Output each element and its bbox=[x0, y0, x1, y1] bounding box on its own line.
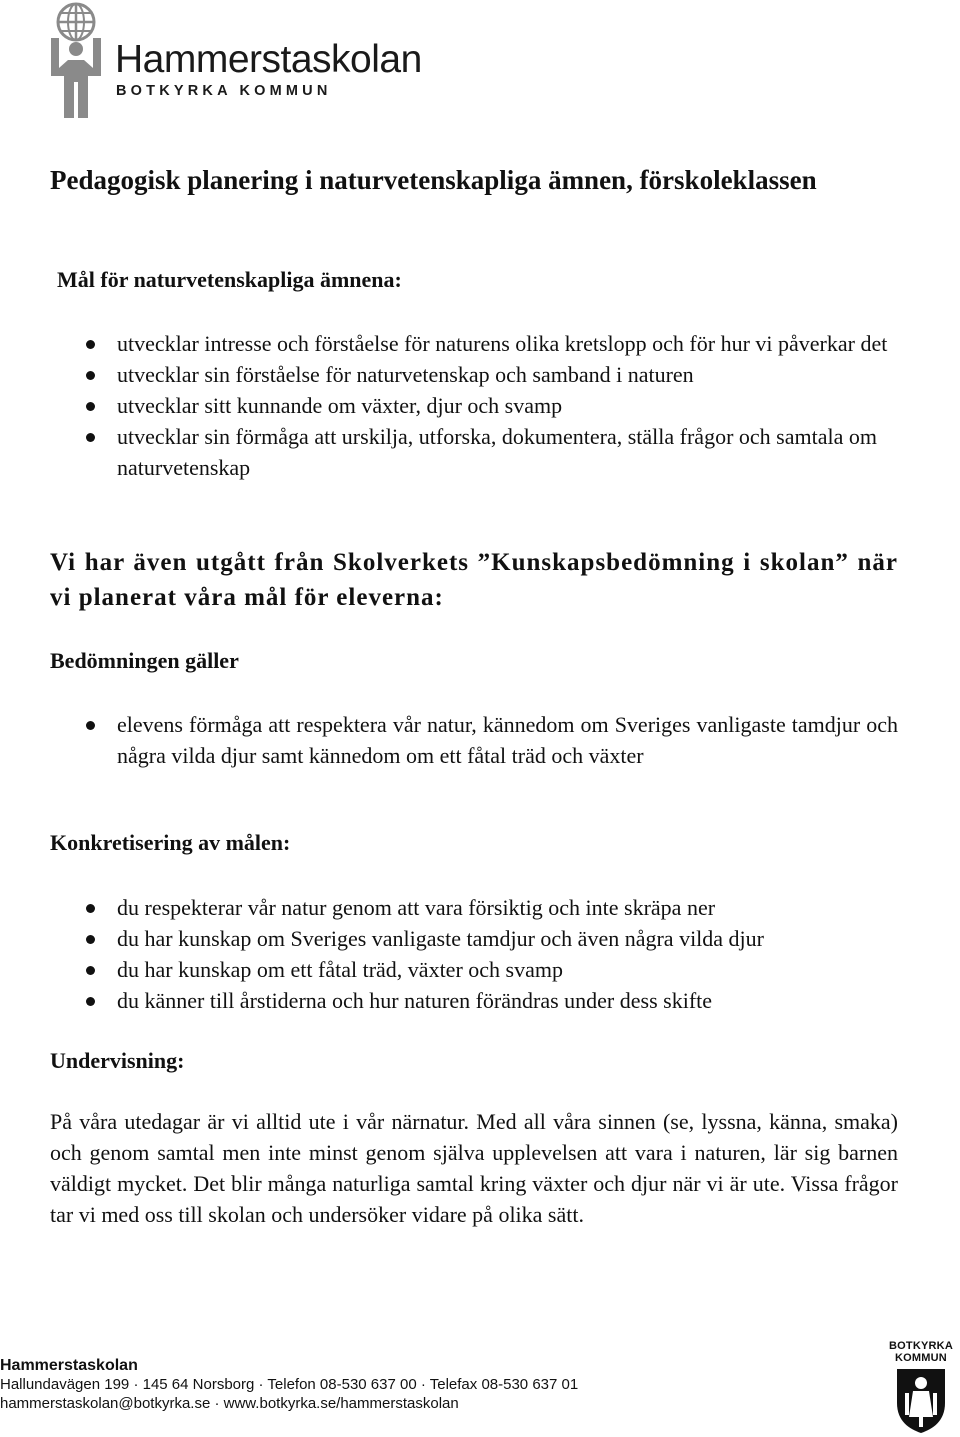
concretization-heading: Konkretisering av målen: bbox=[50, 830, 291, 855]
concretization-list bbox=[50, 892, 898, 1016]
list-item: du känner till årstiderna och hur naturen förändras under dess skifte bbox=[50, 985, 898, 1016]
assessment-heading: Bedömningen gäller bbox=[50, 648, 239, 673]
bullet-icon bbox=[86, 340, 95, 349]
list-item: du har kunskap om Sveriges vanligaste tamdjur och även några vilda djur bbox=[50, 923, 898, 954]
list-item: utvecklar sitt kunnande om växter, djur och svamp bbox=[50, 390, 898, 421]
bullet-icon bbox=[86, 966, 95, 975]
teaching-heading: Undervisning: bbox=[50, 1048, 185, 1073]
footer-school-name: Hammerstaskolan bbox=[0, 1357, 138, 1374]
skolverket-statement: Vi har även utgått från Skolverkets ”Kunskapsbedömning i skolan” när vi planerat våra mål för eleverna: bbox=[50, 549, 898, 611]
list-item: utvecklar sin förmåga att urskilja, utforska, dokumentera, ställa frågor och samtala om naturvetenskap bbox=[50, 421, 898, 483]
school-logo bbox=[48, 2, 468, 120]
list-item: du respekterar vår natur genom att vara försiktig och inte skräpa ner bbox=[50, 892, 898, 923]
bullet-icon bbox=[86, 371, 95, 380]
document-title: Pedagogisk planering i naturvetenskapliga ämnen, förskoleklassen bbox=[50, 165, 817, 195]
bullet-icon bbox=[86, 997, 95, 1006]
footer-contact: hammerstaskolan@botkyrka.se · www.botkyrka.se/hammerstaskolan bbox=[0, 1395, 459, 1412]
bullet-icon bbox=[86, 935, 95, 944]
assessment-list bbox=[50, 709, 898, 771]
bullet-icon bbox=[86, 721, 95, 730]
coat-of-arms-icon bbox=[883, 1367, 959, 1435]
logo-school-name: Hammerstaskolan bbox=[115, 38, 422, 81]
list-item: utvecklar intresse och förståelse för naturens olika kretslopp och för hur vi påverkar det bbox=[50, 328, 898, 359]
school-emblem-icon bbox=[48, 2, 104, 118]
footer bbox=[0, 1356, 860, 1413]
goals-heading: Mål för naturvetenskapliga ämnena: bbox=[57, 267, 402, 292]
logo-municipality: BOTKYRKA KOMMUN bbox=[116, 83, 332, 99]
bullet-icon bbox=[86, 433, 95, 442]
bullet-icon bbox=[86, 904, 95, 913]
teaching-paragraph: På våra utedagar är vi alltid ute i vår närnatur. Med all våra sinnen (se, lyssna, känna, smaka) och genom samtal men inte minst genom själva upplevelsen att vara i naturen, lär sig barnen väldigt mycket. Det blir många naturliga samtal kring växter och djur när vi är ute. Vissa frågor tar vi med oss till skolan och undersöker vidare på olika sätt. bbox=[50, 1109, 898, 1227]
goals-list bbox=[50, 328, 898, 483]
footer-address: Hallundavägen 199 · 145 64 Norsborg · Telefon 08-530 637 00 · Telefax 08-530 637 01 bbox=[0, 1376, 579, 1393]
list-item: utvecklar sin förståelse för naturvetenskap och samband i naturen bbox=[50, 359, 898, 390]
seal-text-line2: KOMMUN bbox=[895, 1352, 947, 1364]
list-item: du har kunskap om ett fåtal träd, växter och svamp bbox=[50, 954, 898, 985]
bullet-icon bbox=[86, 402, 95, 411]
list-item: elevens förmåga att respektera vår natur, kännedom om Sveriges vanligaste tamdjur och några vilda djur samt kännedom om ett fåtal träd och växter bbox=[50, 709, 898, 771]
municipality-seal bbox=[883, 1340, 959, 1435]
seal-text-line1: BOTKYRKA bbox=[889, 1340, 953, 1352]
